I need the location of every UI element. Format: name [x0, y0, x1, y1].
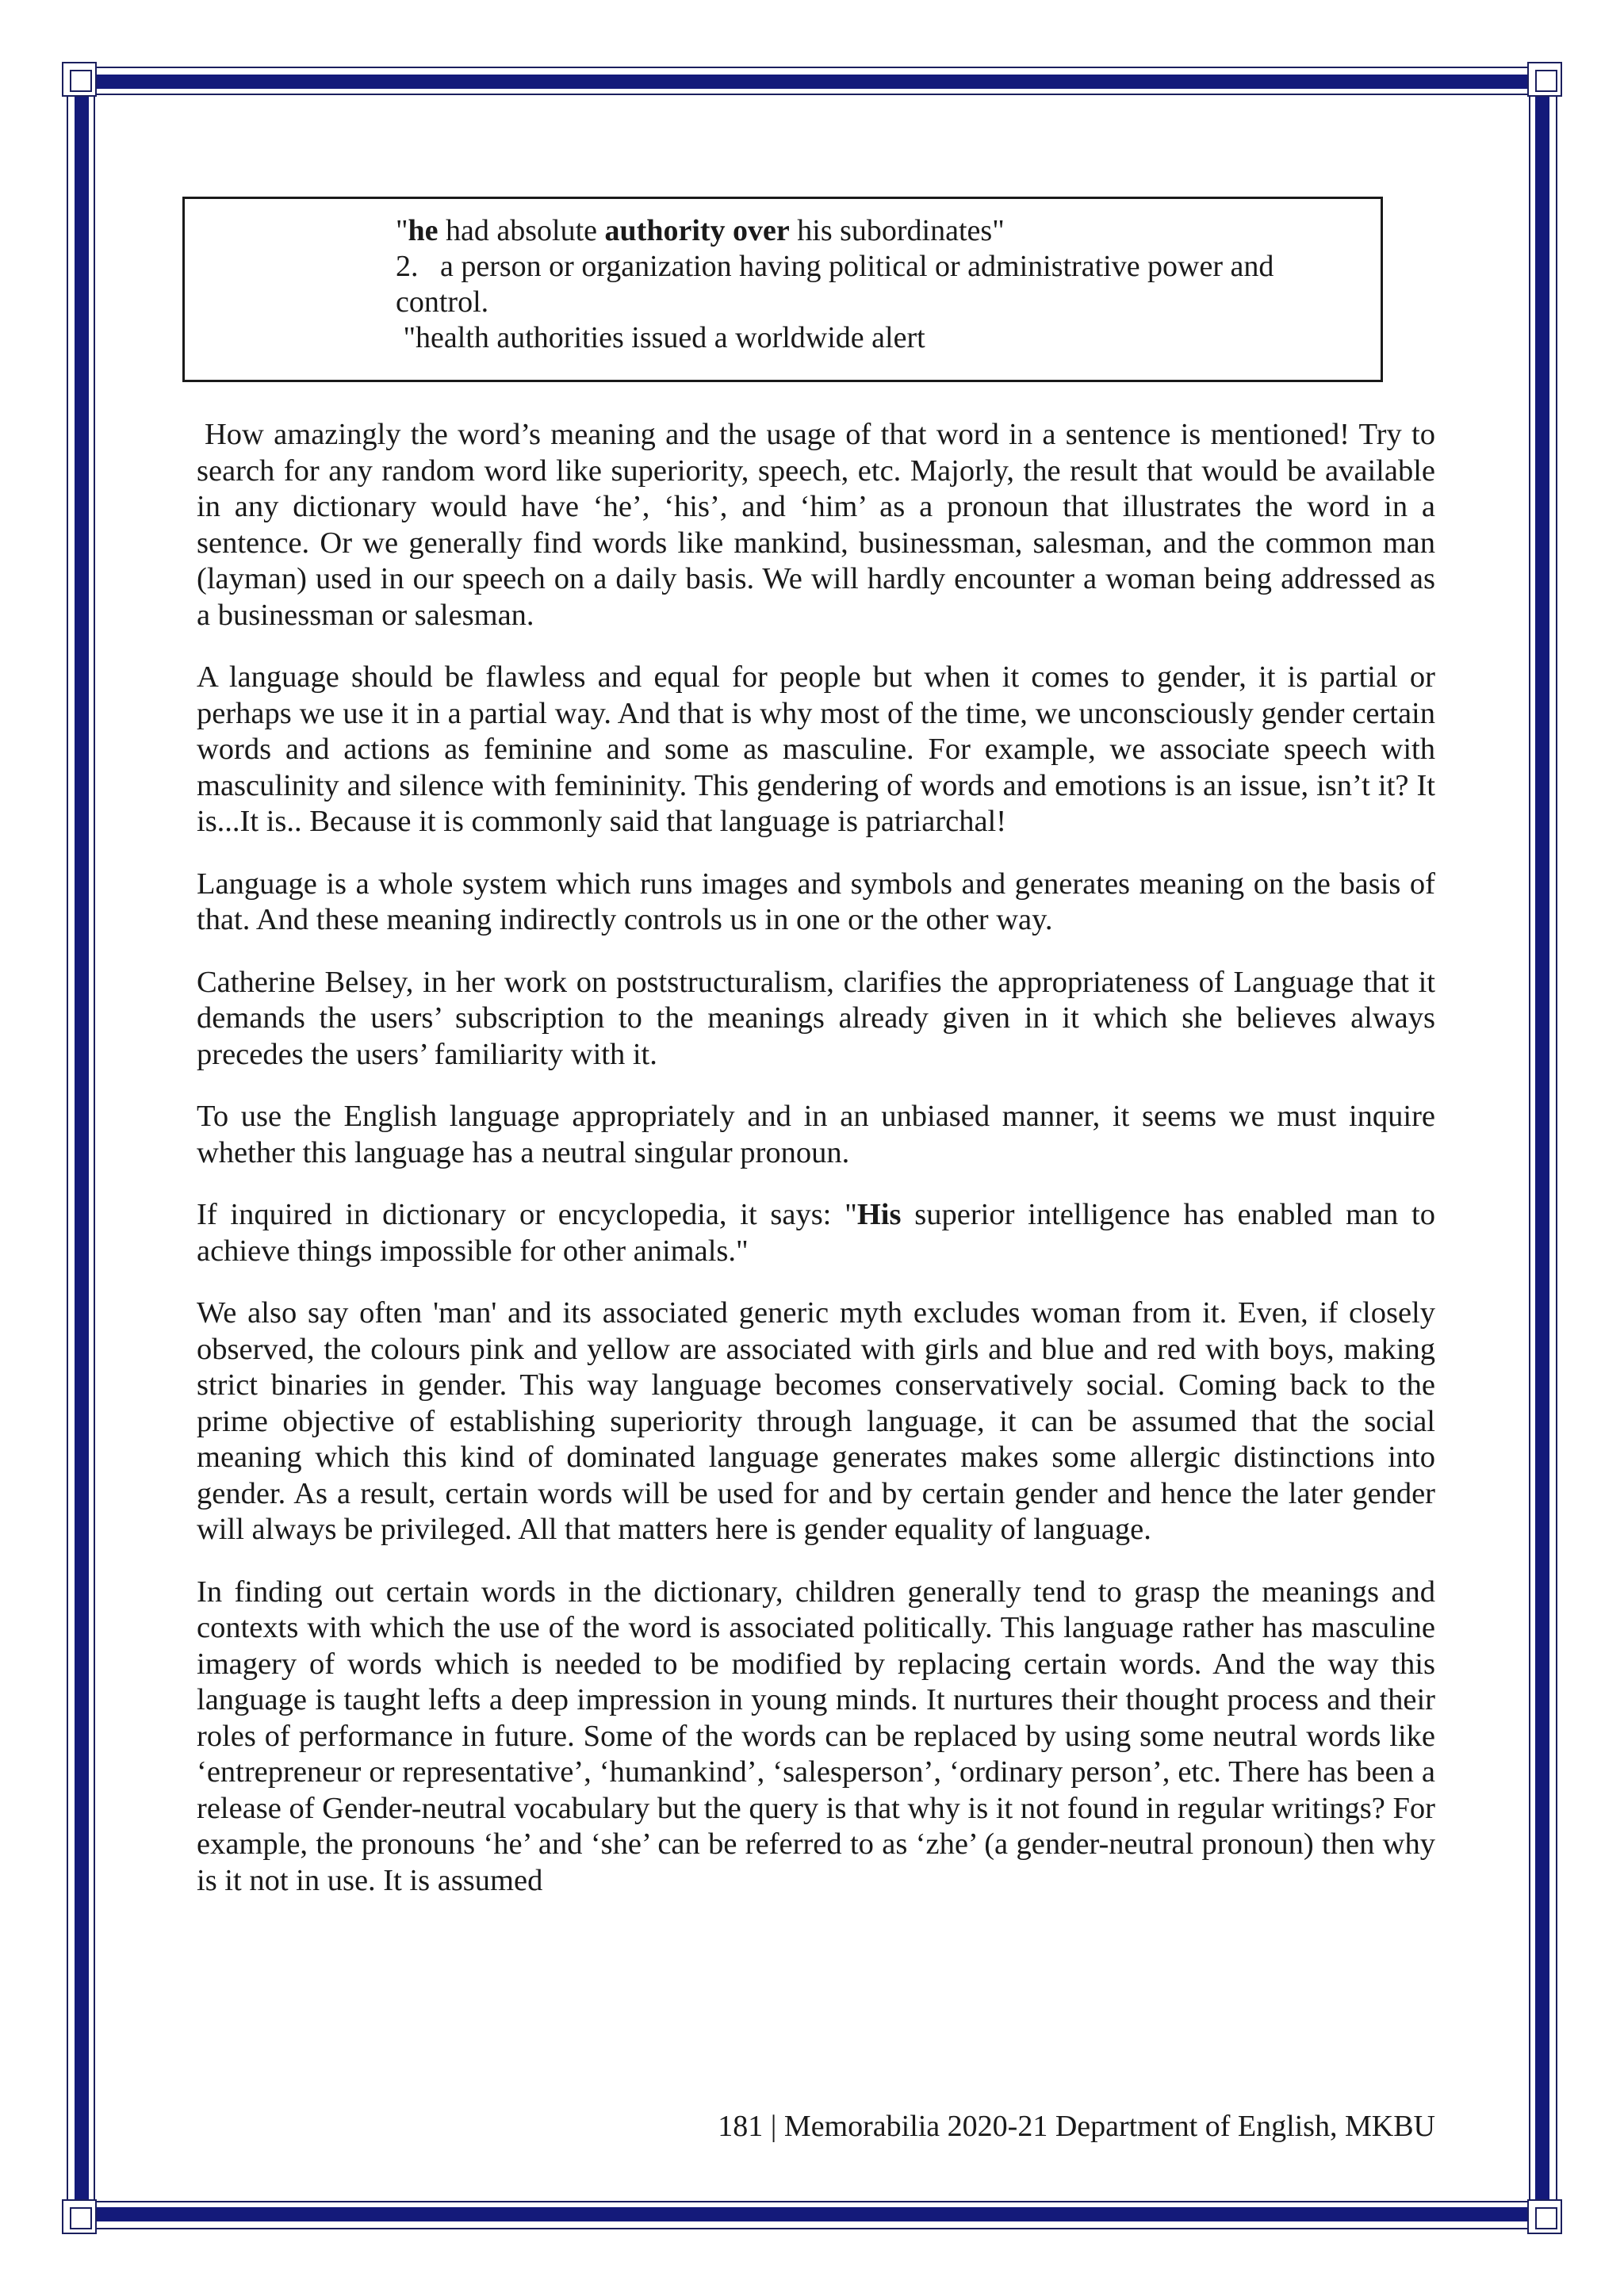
paragraph-1: How amazingly the word’s meaning and the usage of that word in a sentence is mentioned! Try to search for any random word like superiority, speech, etc. Majorly, the result that would be available in any dictionary would have ‘he’, ‘his’, and ‘him’ as a pronoun that illustrates the word in a sentence. Or we generally find words like mankind, businessman, salesman, and the common man (layman) used in our speech on a daily basis. We will hardly encounter a woman being addressed as a businessman or salesman. — [197, 418, 1435, 632]
corner-ornament-bottom-right — [1527, 2199, 1562, 2234]
definition-sense-2-continued: control. — [396, 285, 489, 319]
definition-box — [182, 197, 1383, 382]
article-body — [197, 417, 1435, 1925]
definition-sense-2: 2. a person or organization having political or administrative power and — [396, 250, 1274, 283]
sense-number: 2. — [396, 250, 419, 283]
bold-he: he — [408, 214, 439, 247]
paragraph-5: To use the English language appropriately and in an unbiased manner, it seems we must inquire whether this language has a neutral singular pronoun. — [197, 1100, 1435, 1169]
paragraph-4: Catherine Belsey, in her work on poststructuralism, clarifies the appropriateness of Language that it demands the users’ subscription to the meanings already given in it which she believes always precedes the users’ familiarity with it. — [197, 965, 1435, 1071]
paragraph-2: A language should be flawless and equal for people but when it comes to gender, it is partial or perhaps we use it in a partial way. And that is why most of the time, we unconsciously gender certain words and actions as feminine and some as masculine. For example, we associate speech with masculinity and silence with femininity. This gendering of words and emotions is an issue, isn’t it? It is...It is.. Because it is commonly said that language is patriarchal! — [197, 660, 1435, 838]
definition-example-2: "health authorities issued a worldwide alert — [403, 321, 925, 354]
paragraph-7: We also say often 'man' and its associated generic myth excludes woman from it. Even, if closely observed, the colours pink and yellow are associated with girls and blue and red with boys, making strict binaries in gender. This way language becomes conservatively social. Coming back to the prime objective of establishing superiority through language, it can be assumed that the social meaning which this kind of dominated language generates makes some allergic distinctions into gender. As a result, certain words will be used for and by certain gender and hence the later gender will always be privileged. All that matters here is gender equality of language. — [197, 1296, 1435, 1546]
corner-ornament-bottom-left — [62, 2199, 97, 2234]
definition-example-1: "he had absolute authority over his subordinates" — [396, 214, 1005, 247]
page-footer: 181 | Memorabilia 2020-21 Department of English, MKBU — [718, 2110, 1435, 2143]
paragraph-3: Language is a whole system which runs images and symbols and generates meaning on the basis of that. And these meaning indirectly controls us in one or the other way. — [197, 867, 1435, 936]
corner-ornament-top-left — [62, 62, 97, 97]
paragraph-6: If inquired in dictionary or encyclopedia, it says: "His superior intelligence has enabled man to achieve things impossible for other animals." — [197, 1198, 1435, 1268]
corner-ornament-top-right — [1527, 62, 1562, 97]
paragraph-8: In finding out certain words in the dictionary, children generally tend to grasp the meanings and contexts with which the use of the word is associated politically. This language rather has masculine imagery of words which is needed to be modified by replacing certain words. And the way this language is taught lefts a deep impression in young minds. It nurtures their thought process and their roles of performance in future. Some of the words can be replaced by using some neutral words like ‘entrepreneur or representative’, ‘humankind’, ‘salesperson’, ‘ordinary person’, etc. There has been a release of Gender-neutral vocabulary but the query is that why is it not found in regular writings? For example, the pronouns ‘he’ and ‘she’ can be referred to as ‘zhe’ (a gender-neutral pronoun) then why is it not in use. It is assumed — [197, 1575, 1435, 1897]
bold-authority-over: authority over — [604, 214, 790, 247]
bold-his: His — [856, 1198, 902, 1231]
